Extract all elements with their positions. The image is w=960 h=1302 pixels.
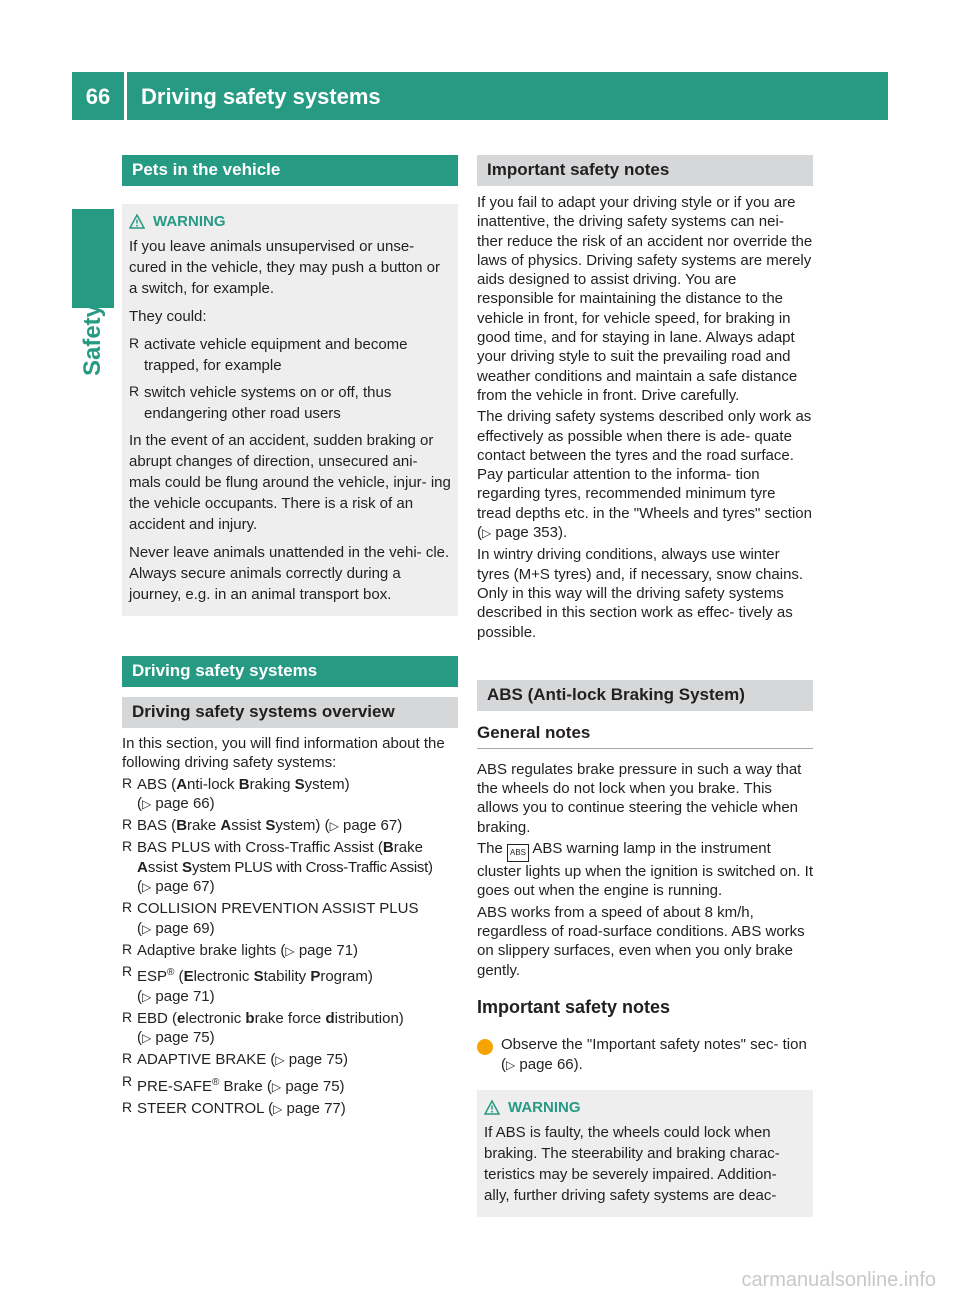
- page-ref[interactable]: page 67): [155, 878, 215, 896]
- page-ref-icon: ▷: [142, 796, 152, 811]
- page-ref[interactable]: page 69): [155, 919, 215, 937]
- bullet-icon: R: [129, 335, 140, 351]
- pets-paragraph-3: In the event of an accident, sudden braking or abrupt changes of direction, unsecured ani- mals could be flung around the vehicle, injur- ing the vehicle occupants. There is a risk of an accident and injury.: [129, 432, 451, 533]
- abs-warning-text: If ABS is faulty, the wheels could lock when braking. The steerability and braking charac- teristics may be severely impaired. Addition- ally, further driving safety systems are deac-: [484, 1124, 780, 1205]
- page-ref[interactable]: page 66): [155, 794, 215, 812]
- bullet-icon: R: [122, 1008, 133, 1025]
- list-item: R COLLISION PREVENTION ASSIST PLUS (▷ page 69): [122, 899, 419, 937]
- important-paragraph-3: In wintry driving conditions, always use winter tyres (M+S tyres) and, if necessary, snow chains. Only in this way will the driving safety systems described in this section work as effec- tively as possible.: [477, 546, 804, 641]
- page-ref-icon: ▷: [482, 526, 492, 541]
- list-item: R ABS (Anti-lock Braking System) (▷ page 66): [122, 774, 350, 812]
- right-column: [471, 155, 814, 1217]
- bullet-icon: R: [122, 1072, 133, 1089]
- abs-paragraph-2: The ABS ABS warning lamp in the instrument cluster lights up when the ignition is switched on. It goes out when the engine is running.: [477, 840, 814, 900]
- list-item: R BAS PLUS with Cross-Traffic Assist (Brake Assist System PLUS with Cross-Traffic Assist) (▷ page 67): [122, 838, 433, 896]
- pets-paragraph-2: They could:: [129, 308, 207, 325]
- heading-pets: Pets in the vehicle: [122, 155, 458, 186]
- bullet-icon: R: [122, 1050, 133, 1067]
- page-ref-icon: ▷: [285, 943, 295, 958]
- bullet-icon: R: [122, 963, 133, 980]
- warning-triangle-icon: [484, 1100, 500, 1115]
- heading-abs-safety-notes: Important safety notes: [477, 996, 671, 1017]
- warning-box-pets: [122, 204, 458, 616]
- list-item: R Adaptive brake lights (▷ page 71): [122, 940, 359, 959]
- page-ref-icon: ▷: [142, 989, 152, 1004]
- page-ref[interactable]: page 71): [298, 941, 359, 959]
- bullet-icon: R: [122, 774, 133, 791]
- pets-paragraph-4: Never leave animals unattended in the vehi- cle. Always secure animals correctly during a journey, e.g. in an animal transport box.: [129, 544, 450, 603]
- warning-triangle-icon: [129, 214, 145, 229]
- page-ref[interactable]: page 353).: [495, 524, 568, 542]
- header-title: Driving safety systems: [141, 84, 381, 109]
- heading-abs: ABS (Anti-lock Braking System): [477, 680, 813, 711]
- abs-paragraph-3: ABS works from a speed of about 8 km/h, regardless of road-surface conditions. ABS works on slippery surfaces, even when you only brake gently.: [477, 903, 805, 979]
- page-ref-icon: ▷: [142, 880, 152, 895]
- warning-label: WARNING: [508, 1099, 581, 1117]
- list-item: R ADAPTIVE BRAKE (▷ page 75): [122, 1050, 348, 1069]
- heading-general-notes: General notes: [477, 723, 813, 749]
- page-ref[interactable]: page 66).: [519, 1055, 583, 1073]
- section-side-label: Safety: [79, 303, 106, 377]
- page-number: 66: [85, 84, 111, 109]
- bullet-icon: R: [122, 940, 133, 957]
- list-item: R BAS (Brake Assist System) (▷ page 67): [122, 816, 403, 835]
- pets-paragraph-1: If you leave animals unsupervised or unse- cured in the vehicle, they may push a button or a switch, for example.: [129, 238, 441, 297]
- watermark: carmanualsonline.info: [741, 1269, 936, 1291]
- pets-bullet-1: activate vehicle equipment and become trapped, for example: [144, 336, 408, 374]
- warning-title: [129, 213, 451, 230]
- important-paragraph-2: The driving safety systems described only work as effectively as possible when there is ade- quate contact between the tyres and the road surface. Pay particular attention to the informa- tion regarding tyres, recommended minimum tyre tread depths etc. in the "Wheels and tyres" section (▷ page 353).: [477, 408, 812, 542]
- page-ref-icon: ▷: [142, 921, 152, 936]
- warning-title: [484, 1099, 806, 1116]
- warning-label: WARNING: [153, 213, 226, 230]
- header-divider: [124, 72, 127, 120]
- page-ref-icon: ▷: [329, 819, 339, 834]
- page-ref[interactable]: page 77): [286, 1100, 346, 1118]
- pets-bullet-2: switch vehicle systems on or off, thus endangering other road users: [144, 384, 392, 422]
- list-item: R ESP® (Electronic Stability Program) (▷ page 71): [122, 963, 373, 1005]
- page-ref-icon: ▷: [271, 1079, 282, 1094]
- heading-overview: Driving safety systems overview: [122, 697, 458, 728]
- bullet-icon: R: [122, 816, 133, 833]
- heading-driving-safety-systems: Driving safety systems: [122, 656, 458, 687]
- heading-important-safety-notes: Important safety notes: [477, 155, 813, 186]
- warning-box-abs: [477, 1090, 813, 1217]
- left-column: [122, 155, 458, 1121]
- bullet-icon: R: [129, 383, 140, 399]
- page-ref-icon: ▷: [142, 1031, 152, 1046]
- section-tab-marker: [72, 209, 114, 308]
- info-note: i Observe the "Important safety notes" sec- tion (▷ page 66).: [471, 1035, 807, 1073]
- list-item: [129, 334, 451, 376]
- page-ref[interactable]: page 71): [155, 987, 215, 1005]
- info-icon: i: [477, 1039, 493, 1055]
- list-item: R STEER CONTROL (▷ page 77): [122, 1099, 346, 1118]
- abs-paragraph-1: ABS regulates brake pressure in such a way that the wheels do not lock when you brake. This allows you to continue steering the vehicle when braking.: [477, 760, 802, 836]
- page-ref[interactable]: page 75): [288, 1051, 348, 1069]
- list-item: R EBD (electronic brake force distribution) (▷ page 75): [122, 1008, 404, 1047]
- list-item: R PRE-SAFE® Brake (▷ page 75): [122, 1072, 345, 1095]
- page-ref[interactable]: page 75): [285, 1077, 345, 1095]
- page-ref-icon: ▷: [506, 1057, 516, 1072]
- page-ref-icon: ▷: [275, 1053, 285, 1068]
- bullet-icon: R: [122, 1099, 133, 1116]
- list-item: [129, 382, 451, 424]
- bullet-icon: R: [122, 899, 133, 916]
- page-ref[interactable]: page 75): [155, 1029, 215, 1047]
- page-ref[interactable]: page 67): [343, 817, 403, 835]
- bullet-icon: R: [122, 838, 133, 855]
- overview-intro: In this section, you will find information about the following driving safety systems:: [122, 735, 445, 772]
- page-ref-icon: ▷: [273, 1102, 283, 1117]
- abs-warning-lamp-icon: ABS: [507, 844, 529, 862]
- important-paragraph-1: If you fail to adapt your driving style or if you are inattentive, the driving safety systems can nei- ther reduce the risk of an accident nor override the laws of physics. Driving safety systems are merely aids designed to assist driving. You are responsible for maintaining the distance to the vehicle in front, for vehicle speed, for braking in good time, and for staying in lane. Always adapt your driving style to suit the prevailing road and weather conditions and maintain a safe distance from the vehicle in front. Drive carefully.: [477, 194, 813, 404]
